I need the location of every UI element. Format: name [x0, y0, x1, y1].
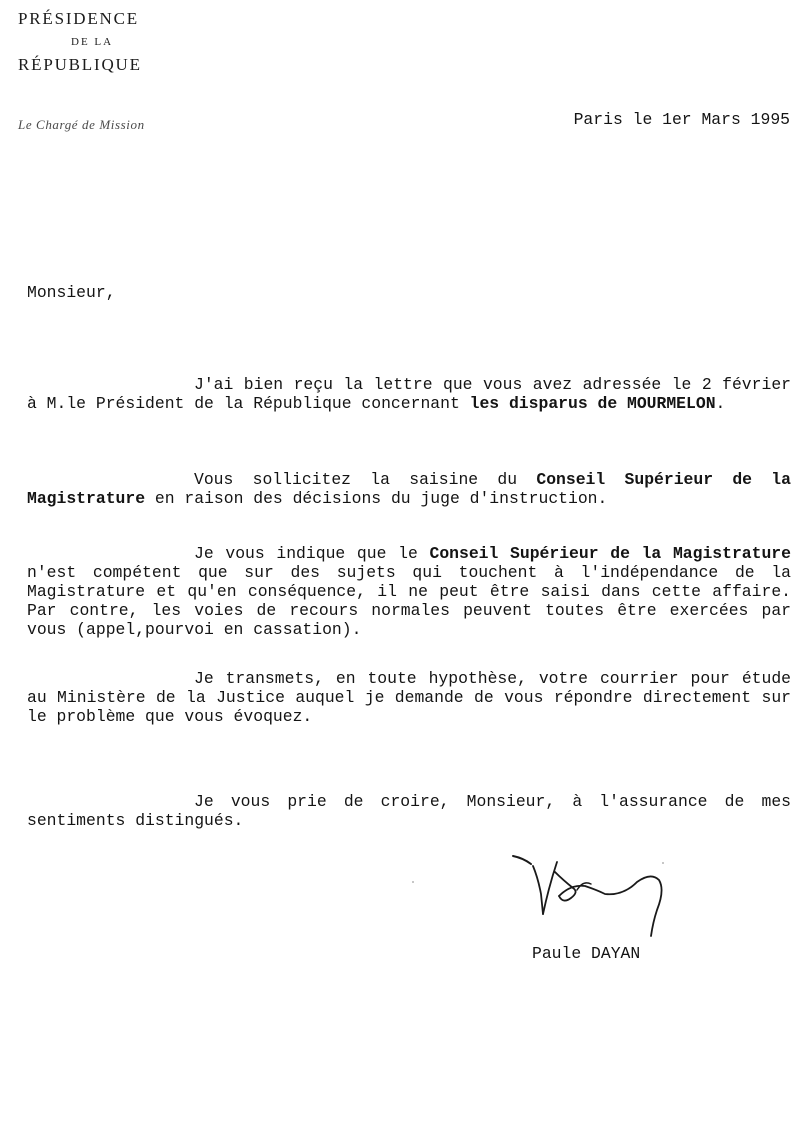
paragraph-text: n'est compétent que sur des sujets qui touchent à l'indépendance de la Magistrature et qu'en conséquence, il ne peut être saisi dans cette affaire. Par contre, les voies de recours normales peuvent toutes être exercées par vous (appel,pourvoi en cassation). [27, 563, 791, 639]
paragraph-closing [27, 792, 791, 830]
scan-speck [662, 862, 664, 864]
letterhead [18, 6, 198, 78]
paragraph-bold-text: Conseil Supérieur de la Magistrature [429, 544, 791, 563]
paragraph-text: Je vous indique que le [194, 544, 430, 563]
paragraph-text: . [715, 394, 726, 413]
paragraph-bold-text: les disparus de MOURMELON [469, 394, 716, 413]
paragraph-text: Je transmets, en toute hypothèse, votre courrier pour étude au Ministère de la Justice auquel je demande de vous répondre directement sur le problème que vous évoquez. [27, 669, 791, 726]
salutation: Monsieur, [27, 283, 116, 302]
signer-name: Paule DAYAN [532, 944, 641, 963]
paragraph-text: en raison des décisions du juge d'instruction. [145, 489, 608, 508]
paragraph-bold-text: Conseil Supérieur de la Magistrature [27, 470, 791, 508]
signature-drawing [505, 850, 675, 940]
letterhead-presidence: PRÉSIDENCE [18, 9, 139, 28]
scan-speck [412, 881, 414, 883]
paragraph-transmission [27, 669, 791, 726]
date-line: Paris le 1er Mars 1995 [573, 110, 790, 129]
paragraph-receipt [27, 375, 791, 413]
letterhead-republique: RÉPUBLIQUE [18, 55, 142, 74]
letterhead-de-la: DE LA [71, 36, 114, 48]
paragraph-text: Vous sollicitez la saisine du [194, 470, 537, 489]
paragraph-text: Je vous prie de croire, Monsieur, à l'assurance de mes sentiments distingués. [27, 792, 791, 830]
paragraph-competence [27, 544, 791, 639]
handwritten-signature [505, 850, 675, 940]
office-title: Le Chargé de Mission [18, 117, 145, 132]
paragraph-text: J'ai bien reçu la lettre que vous avez adressée le 2 février à M.le Président de la République concernant [27, 375, 791, 413]
paragraph-request [27, 470, 791, 508]
